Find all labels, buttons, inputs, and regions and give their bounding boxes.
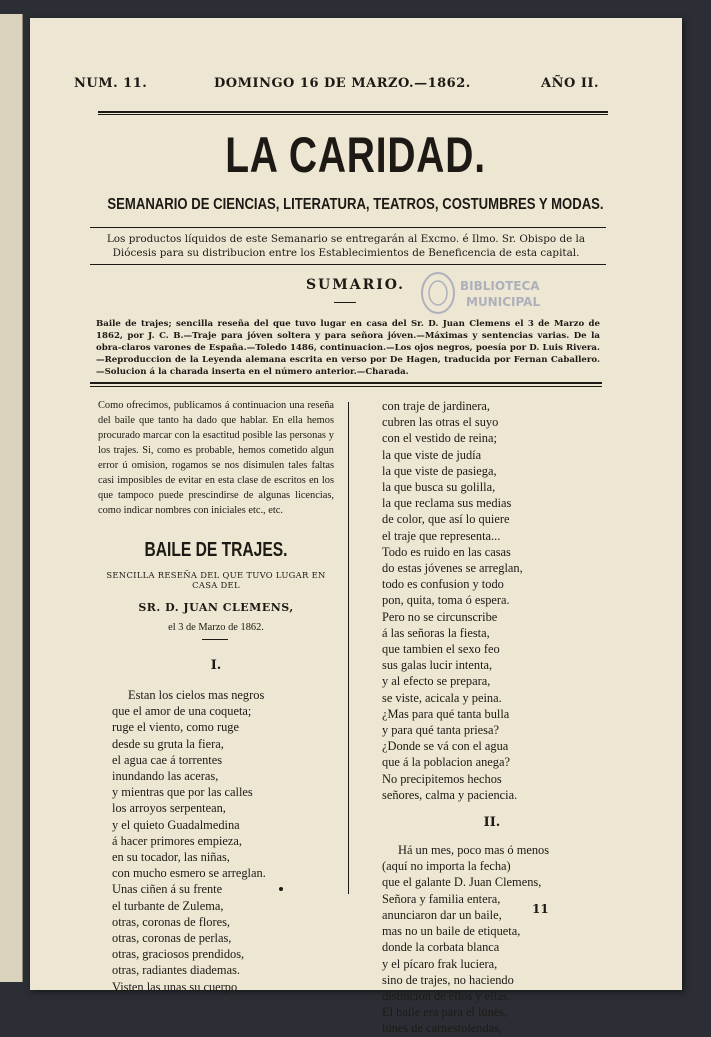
ornament-dot: [279, 887, 283, 891]
left-column: [98, 398, 334, 995]
article-dash: [202, 639, 228, 640]
column-divider: [348, 402, 349, 894]
verse-line: que tambien el sexo feo: [382, 642, 500, 657]
verse-line: y al efecto se prepara,: [382, 674, 491, 689]
page-number: 11: [532, 902, 549, 916]
notice-top-rule: [90, 227, 606, 228]
verse-line: la que reclama sus medias: [382, 496, 512, 511]
verse-line: anunciaron dar un baile,: [382, 907, 502, 922]
verse-line: Visten las unas su cuerpo: [112, 979, 238, 994]
verse-line: los arroyos serpentean,: [112, 801, 226, 816]
newspaper-subtitle: SEMANARIO DE CIENCIAS, LITERATURA, TEATROS, COSTUMBRES Y MODAS.: [107, 196, 604, 213]
verse-line: pon, quita, toma ó espera.: [382, 593, 510, 608]
article-title: BAILE DE TRAJES.: [144, 539, 288, 561]
verse-line: sino de trajes, no haciendo: [382, 972, 514, 987]
verse-line: ¿Donde se vá con el agua: [382, 739, 509, 754]
verse-line: mas no un baile de etiqueta,: [382, 924, 521, 939]
verse-line: desde su gruta la fiera,: [112, 736, 224, 751]
masthead-rule: [98, 111, 608, 113]
verse-line: y el pícaro frak luciera,: [382, 956, 498, 971]
verse-right-first: [382, 398, 602, 803]
verse-line: la que busca su golilla,: [382, 480, 496, 495]
verse-line: el turbante de Zulema,: [112, 898, 224, 913]
verse-line: otras, radiantes diademas.: [112, 963, 240, 978]
verse-line: señores, calma y paciencia.: [382, 787, 518, 802]
section-numeral-1: I.: [210, 658, 222, 673]
verse-line: con traje de jardinera,: [382, 399, 491, 413]
verse-line: cubren las otras el suyo: [382, 415, 499, 430]
verse-line: distincion de ellos y ellas.: [382, 988, 511, 1003]
verse-line: sus galas lucir intenta,: [382, 658, 493, 673]
verse-line: que el galante D. Juan Clemens,: [382, 875, 542, 890]
verse-line: Há un mes, poco mas ó menos: [398, 843, 550, 858]
verse-line: Pero no se circunscribe: [382, 609, 498, 624]
contents-bottom-rule-thin: [90, 386, 602, 387]
verse-line: No precipitemos hechos: [382, 771, 502, 786]
verse-line: Señora y familia entera,: [382, 891, 501, 906]
article-host-name: SR. D. JUAN CLEMENS,: [138, 601, 294, 614]
verse-line: otras, coronas de perlas,: [112, 931, 232, 946]
verse-right-second: [382, 842, 602, 1036]
masthead-rule-thin: [98, 114, 608, 115]
verse-line: do estas jóvenes se arreglan,: [382, 561, 523, 576]
verse-line: que el amor de una coqueta;: [112, 704, 252, 719]
notice-text: Los productos líquidos de este Semanario se entregarán al Excmo. é Ilmo. Sr. Obispo de la Diócesis para su distribucion entre los Establecimientos de Beneficencia de esta capital.: [106, 233, 586, 259]
verse-line: otras, coronas de flores,: [112, 914, 231, 929]
verse-line: á las señoras la fiesta,: [382, 625, 490, 640]
verse-line: se viste, acicala y peina.: [382, 690, 502, 705]
verse-line: el agua cae á torrentes: [112, 752, 223, 767]
verse-line: y el quieto Guadalmedina: [112, 817, 240, 832]
article-date: el 3 de Marzo de 1862.: [168, 622, 264, 633]
verse-line: El baile era para el lúnes,: [382, 1005, 508, 1020]
verse-line: lúnes de carnestolendas,: [382, 1021, 503, 1036]
sumario-dash: [334, 302, 356, 303]
article-subtitle: SENCILLA RESEÑA DEL QUE TUVO LUGAR EN CASA DEL: [106, 570, 326, 590]
verse-line: de color, que así lo quiere: [382, 512, 510, 527]
verse-line: Estan los cielos mas negros: [128, 688, 265, 702]
issue-date: DOMINGO 16 DE MARZO.—1862.: [214, 76, 471, 91]
verse-line: inundando las aceras,: [112, 769, 219, 784]
verse-left: [98, 687, 334, 995]
contents-bottom-rule: [90, 382, 602, 384]
verse-line: y mientras que por las calles: [112, 785, 253, 800]
verse-line: á hacer primores empieza,: [112, 833, 243, 848]
section-numeral-2: II.: [483, 815, 501, 831]
issue-number: NUM. 11.: [74, 76, 148, 91]
verse-line: ¿Mas para qué tanta bulla: [382, 706, 510, 721]
verse-line: donde la corbata blanca: [382, 940, 500, 955]
intro-paragraph: Como ofrecimos, publicamos á continuacion una reseña del baile que tanto ha dado que hablar. En ella hemos procurado marcar con la esactitud posible las personas y los trajes. Si, como es probable, hemos cometido algun error ú omision, rogamos se nos disimulen tales faltas casi imposibles de evitar en esta clase de escritos en los que tampoco puede prescindirse de algunas licencias, como indicar nombres con iniciales etc., etc.: [98, 400, 334, 516]
verse-line: en su tocador, las niñas,: [112, 850, 230, 865]
verse-line: la que viste de judía: [382, 447, 482, 462]
verse-line: y para qué tanta priesa?: [382, 723, 499, 738]
verse-line: que á la poblacion anega?: [382, 755, 510, 770]
verse-line: el traje que representa...: [382, 528, 501, 543]
issue-year: AÑO II.: [541, 76, 600, 91]
masthead-row: [74, 76, 610, 94]
verse-line: (aquí no importa la fecha): [382, 859, 511, 874]
verse-line: todo es confusion y todo: [382, 577, 504, 592]
verse-line: otras, graciosos prendidos,: [112, 947, 245, 962]
verse-line: ruge el viento, como ruge: [112, 720, 239, 735]
verse-line: Unas ciñen á su frente: [112, 882, 223, 897]
notice-bottom-rule: [90, 264, 606, 265]
verse-line: con el vestido de reina;: [382, 431, 497, 446]
sumario-text: Baile de trajes; sencilla reseña del que tuvo lugar en casa del Sr. D. Juan Clemens el 3 de Marzo de 1862, por J. C. B.—Traje para jóven soltera y para señora jóven.—Máximas y sentencias varias. De la obra-claros varones de España.—Toledo 1486, continuacion.—Los ojos negros, poesía por D. Luis Rivera.—Reproduccion de la Leyenda alemana escrita en verso por De Hagen, traducida por Fernan Caballero.—Solucion á la charada inserta en el número anterior.—Charada.: [96, 319, 600, 377]
right-column: [382, 398, 602, 1037]
sumario-heading: SUMARIO.: [305, 277, 406, 293]
stamp-line2: MUNICIPAL: [466, 295, 541, 309]
previous-page-edge: [0, 14, 23, 982]
newspaper-title: LA CARIDAD.: [225, 127, 486, 183]
verse-line: la que viste de pasiega,: [382, 463, 497, 478]
verse-line: con mucho esmero se arreglan.: [112, 866, 266, 881]
stamp-line1: BIBLIOTECA: [460, 279, 540, 293]
verse-line: Todo es ruido en las casas: [382, 544, 511, 559]
